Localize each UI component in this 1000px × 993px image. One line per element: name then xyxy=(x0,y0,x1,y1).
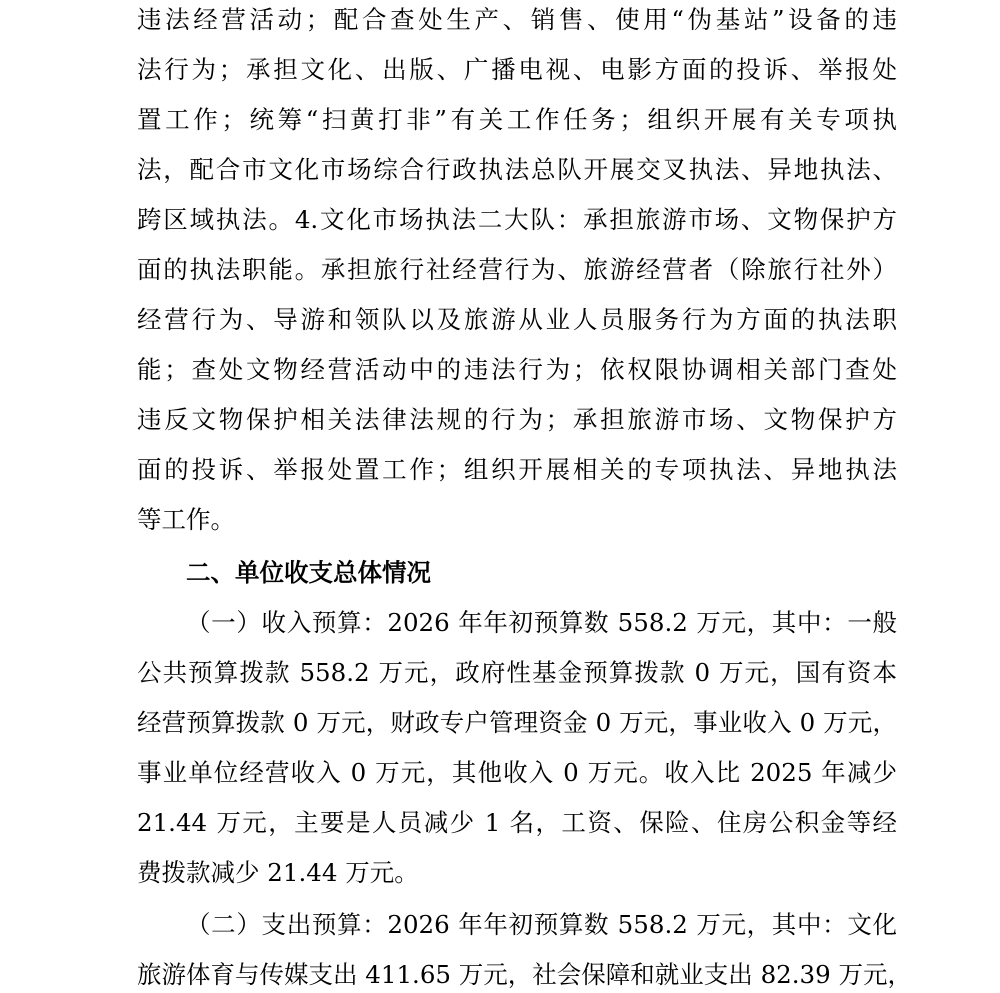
paragraph-line: 面的执法职能。承担旅行社经营行为、旅游经营者（除旅行社外） xyxy=(137,255,897,284)
income-paragraph-line: 21.44 万元，主要是人员减少 1 名，工资、保险、住房公积金等经 xyxy=(137,808,897,837)
expense-paragraph-line: 旅游体育与传媒支出 411.65 万元，社会保障和就业支出 82.39 万元， xyxy=(137,960,913,989)
paragraph-line: 违法经营活动；配合查处生产、销售、使用“伪基站”设备的违 xyxy=(137,5,897,34)
paragraph-line: 能；查处文物经营活动中的违法行为；依权限协调相关部门查处 xyxy=(137,355,897,384)
income-paragraph-line: 经营预算拨款 0 万元，财政专户管理资金 0 万元，事业收入 0 万元， xyxy=(137,708,897,737)
paragraph-line: 违反文物保护相关法律法规的行为；承担旅游市场、文物保护方 xyxy=(137,405,897,434)
paragraph-line: 经营行为、导游和领队以及旅游从业人员服务行为方面的执法职 xyxy=(137,305,897,334)
income-paragraph-line: 费拨款减少 21.44 万元。 xyxy=(137,858,419,887)
income-paragraph-line: 事业单位经营收入 0 万元，其他收入 0 万元。收入比 2025 年减少 xyxy=(137,758,897,787)
income-paragraph-line: （一）收入预算：2026 年年初预算数 558.2 万元，其中：一般 xyxy=(186,608,897,637)
income-paragraph-line: 公共预算拨款 558.2 万元，政府性基金预算拨款 0 万元，国有资本 xyxy=(137,658,897,687)
paragraph-line: 法行为；承担文化、出版、广播电视、电影方面的投诉、举报处 xyxy=(137,55,897,84)
paragraph-line: 法，配合市文化市场综合行政执法总队开展交叉执法、异地执法、 xyxy=(137,155,897,184)
paragraph-line: 跨区域执法。4.文化市场执法二大队：承担旅游市场、文物保护方 xyxy=(137,205,897,234)
paragraph-line: 等工作。 xyxy=(137,505,235,534)
expense-paragraph-line: （二）支出预算：2026 年年初预算数 558.2 万元，其中：文化 xyxy=(186,910,897,939)
paragraph-line: 面的投诉、举报处置工作；组织开展相关的专项执法、异地执法 xyxy=(137,455,897,484)
paragraph-line: 置工作；统筹“扫黄打非”有关工作任务；组织开展有关专项执 xyxy=(137,105,897,134)
section-heading: 二、单位收支总体情况 xyxy=(186,558,431,587)
